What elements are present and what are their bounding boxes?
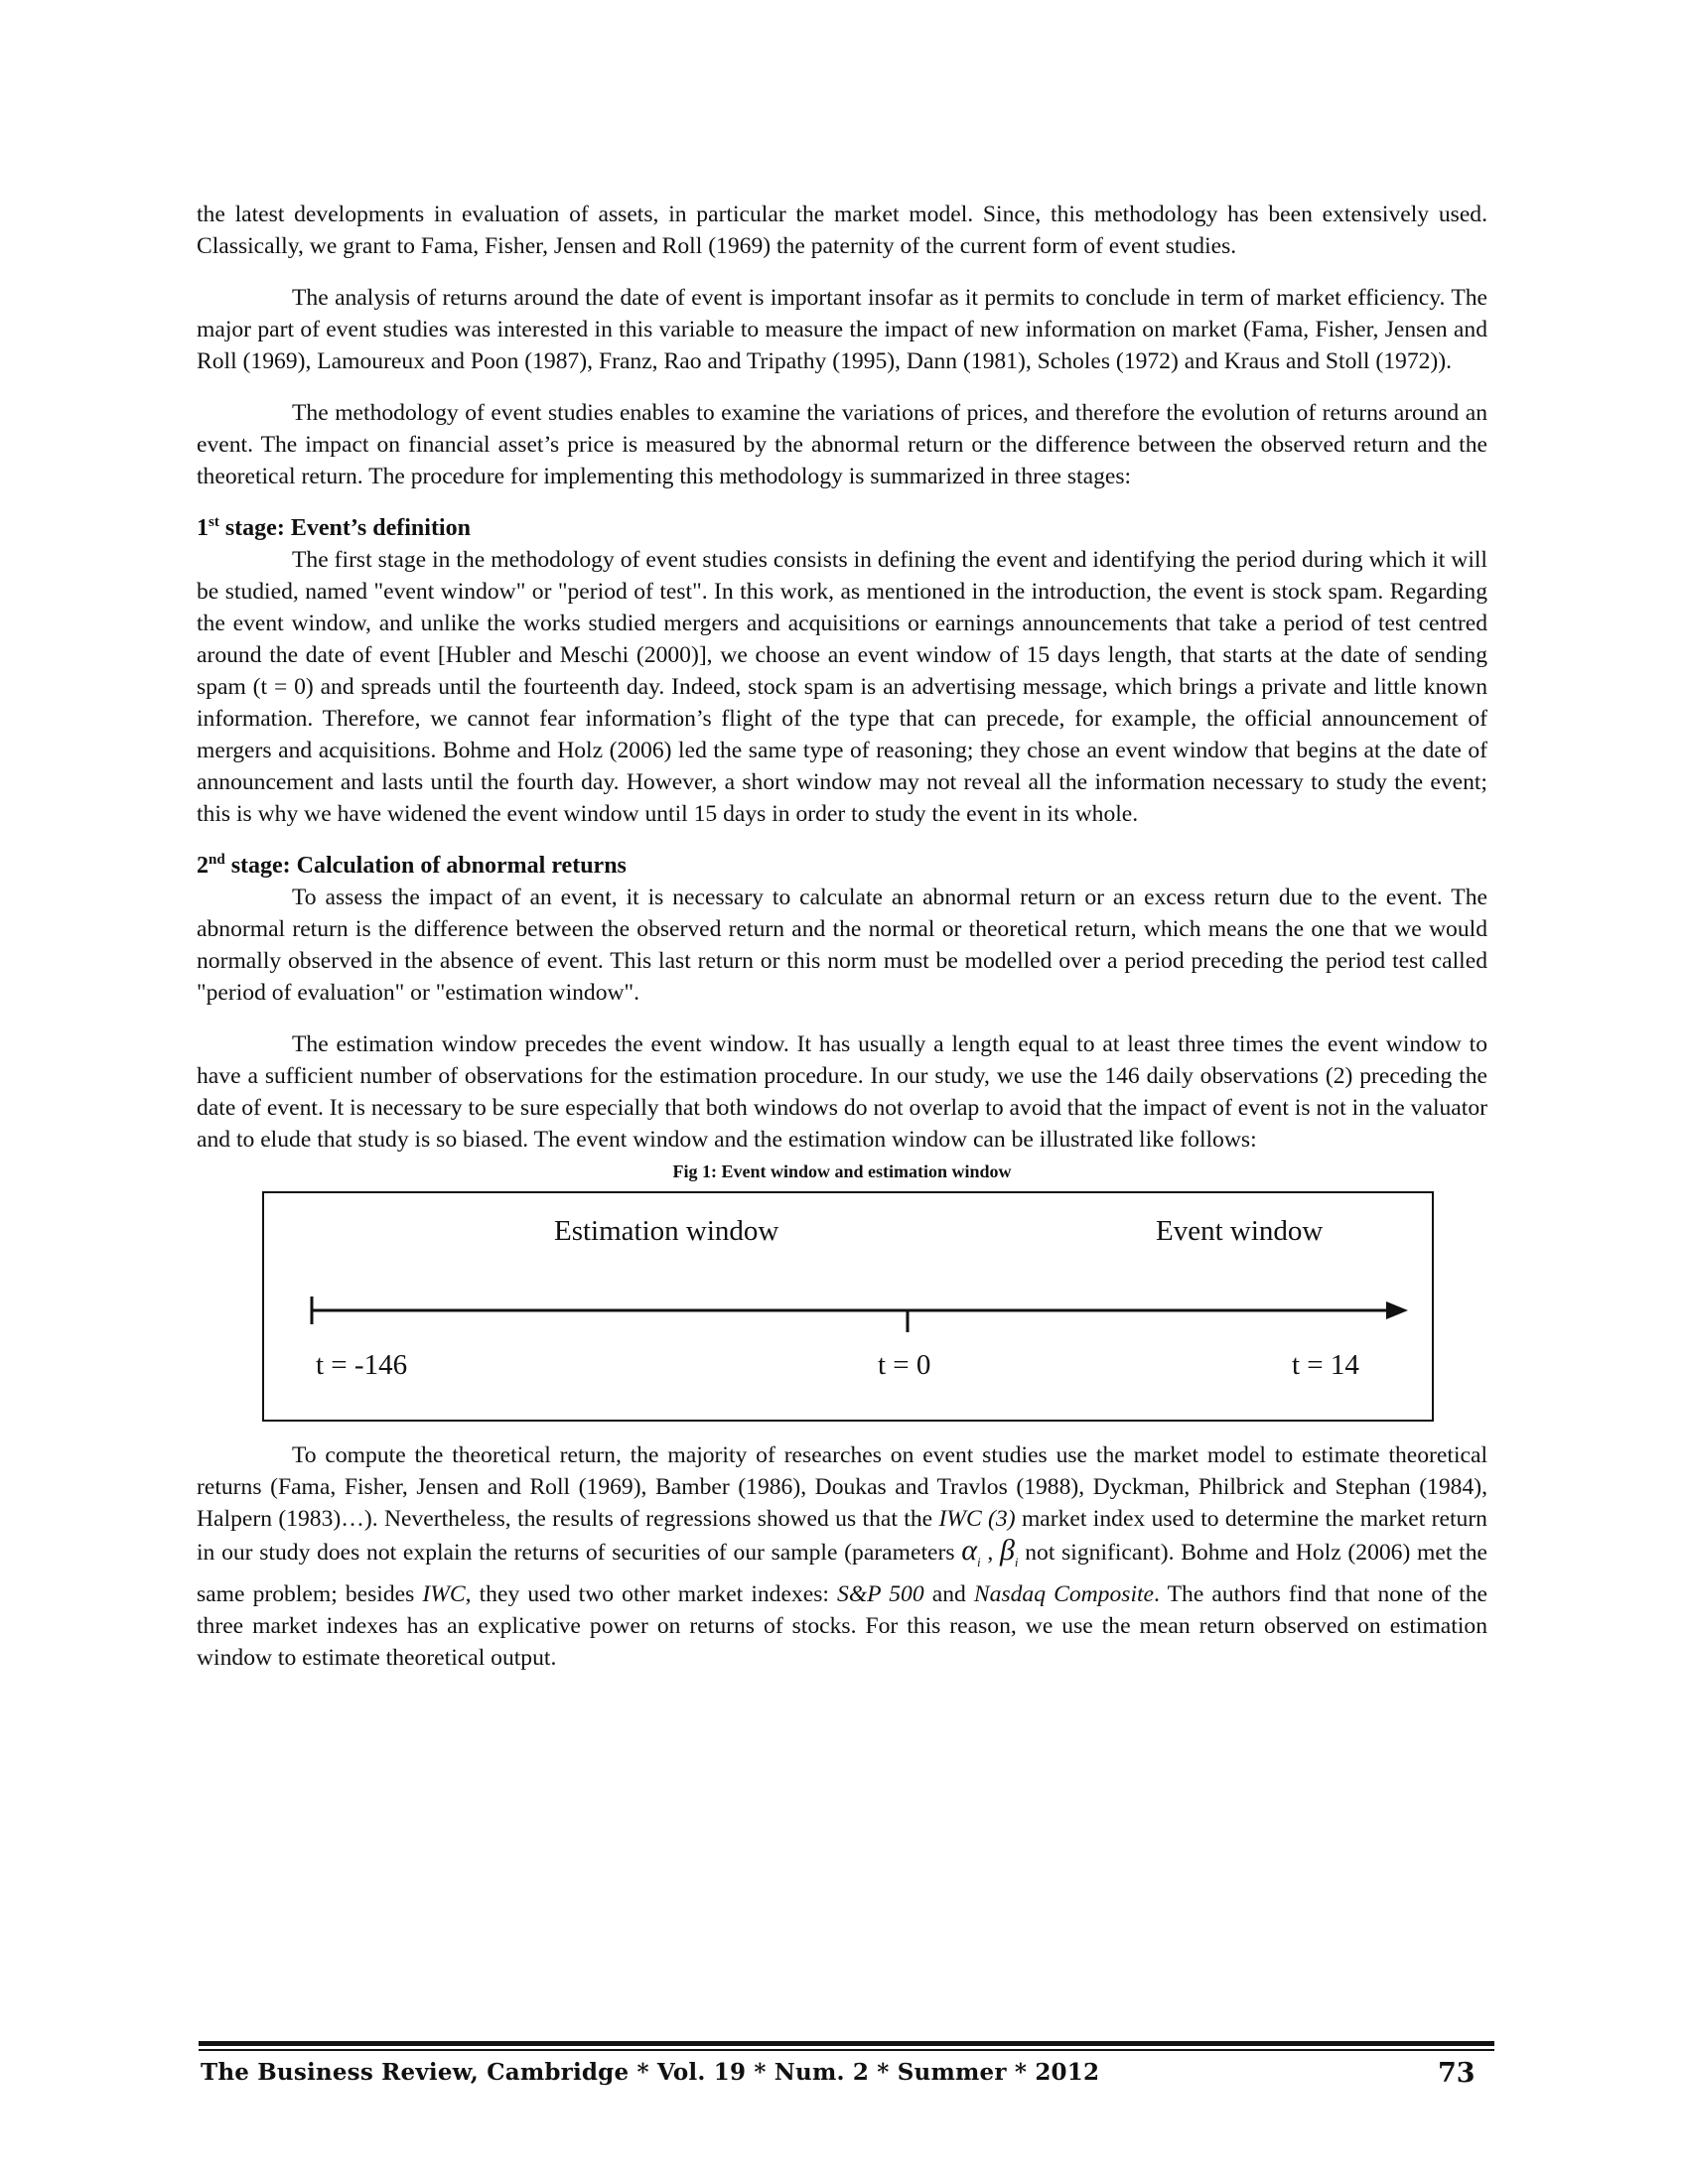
heading-number: 1 (197, 515, 209, 541)
index-name-iwc: IWC (422, 1581, 466, 1607)
heading-text: stage: Calculation of abnormal returns (224, 853, 627, 879)
tick-label-zero: t = 0 (878, 1349, 931, 1381)
paragraph: The methodology of event studies enables to examine the variations of prices, and therefore the evolution of returns around an event. The impact on financial asset’s price is measured by the abnormal return or the difference between the observed return and the theoretical return. The procedure for implementing this methodology is summarized in three stages: (197, 400, 1487, 489)
timeline-axis (264, 1193, 1436, 1424)
article-body (197, 199, 1487, 1694)
footer-rule-thick (199, 2041, 1494, 2046)
text-run: market index used to determine the market return in our study does not explain the returns of securities of our sample (parameters (197, 1506, 1487, 1566)
alpha-symbol: $\alpha_i$ (961, 1534, 981, 1570)
heading-ordinal: st (209, 514, 219, 530)
timeline-figure (262, 1191, 1434, 1422)
paragraph: The analysis of returns around the date of event is important insofar as it permits to conclude in term of market efficiency. The major part of event studies was interested in this variable to measure the impact of new information on market (Fama, Fisher, Jensen and Roll (1969), Lamoureux and Poon (1987), Franz, Rao and Tripathy (1995), Dann (1981), Scholes (1972) and Kraus and Stoll (1972)). (197, 285, 1487, 374)
heading-text: stage: Event’s definition (218, 515, 471, 541)
section-heading-stage1 (197, 512, 1487, 544)
paragraph: The estimation window precedes the event window. It has usually a length equal to at least three times the event window to have a sufficient number of observations for the estimation procedure. In our study, we use the 146 daily observations (2) preceding the date of event. It is necessary to be sure especially that both windows do not overlap to avoid that the impact of event is not in the valuator and to elude that study is so biased. The event window and the estimation window can be illustrated like follows: (197, 1031, 1487, 1153)
text-run: To compute the theoretical return, the majority of researches on event studies use the market model to estimate theoretical returns (Fama, Fisher, Jensen and Roll (1969), Bamber (1986), Doukas and Travlos (1988), Dyckman, Philbrick and Stephan (1984), Halpern (1983)…). Nevertheless, the results of regressions showed us that the (197, 1442, 1487, 1532)
text-run: and (923, 1581, 974, 1607)
text-run: . The authors find that none of the three market indexes has an explicative power on returns of stocks. For this reason, we use the mean return observed on estimation window to estimate theoretical output. (197, 1581, 1488, 1671)
tick-label-start: t = -146 (316, 1349, 408, 1381)
paragraph: The first stage in the methodology of event studies consists in defining the event and identifying the period during which it will be studied, named "event window" or "period of test". In this work, as mentioned in the introduction, the event is stock spam. Regarding the event window, and unlike the works studied mergers and acquisitions or earnings announcements that take a period of test centred around the date of event [Hubler and Meschi (2000)], we choose an event window of 15 days length, that starts at the date of sending spam (t = 0) and spreads until the fourteenth day. Indeed, stock spam is an advertising message, which brings a private and little known information. Therefore, we cannot fear information’s flight of the type that can precede, for example, the official announcement of mergers and acquisitions. Bohme and Holz (2006) led the same type of reasoning; they chose an event window that begins at the date of announcement and lasts until the fourth day. However, a short window may not reveal all the information necessary to study the event; this is why we have widened the event window until 15 days in order to study the event in its whole. (197, 547, 1487, 827)
journal-footer: The Business Review, Cambridge * Vol. 19 * Num. 2 * Summer * 2012 (201, 2059, 1100, 2086)
index-name-iwc-3: IWC (3) (938, 1506, 1016, 1532)
text-run: not significant). Bohme and Holz (2006) met the same problem; besides (197, 1540, 1487, 1607)
text-run: , they used two other market indexes: (465, 1581, 838, 1607)
paragraph (197, 1439, 1487, 1674)
timeline-arrowhead (1386, 1301, 1408, 1319)
footer-rule-thin (199, 2049, 1494, 2051)
event-window-label: Event window (1156, 1215, 1324, 1247)
index-name-sp500: S&P 500 (837, 1581, 924, 1607)
tick-label-end: t = 14 (1292, 1349, 1359, 1381)
beta-symbol: $\beta_i$ (999, 1534, 1019, 1570)
paragraph: To assess the impact of an event, it is necessary to calculate an abnormal return or an excess return due to the event. The abnormal return is the difference between the observed return and the normal or theoretical return, which means the one that we would normally observed in the absence of event. This last return or this norm must be modelled over a period preceding the period test called "period of evaluation" or "estimation window". (197, 885, 1487, 1006)
section-heading-stage2 (197, 850, 1487, 882)
text-run: , (980, 1540, 1000, 1566)
paragraph: the latest developments in evaluation of assets, in particular the market model. Since, this methodology has been extensively used. Classically, we grant to Fama, Fisher, Jensen and Roll (1969) the paternity of the current form of event studies. (197, 202, 1487, 259)
estimation-window-label: Estimation window (554, 1215, 779, 1247)
figure-caption: Fig 1: Event window and estimation window (672, 1161, 1012, 1181)
heading-number: 2 (197, 853, 209, 879)
index-name-nasdaq: Nasdaq Composite (973, 1581, 1155, 1607)
page-number: 73 (1438, 2058, 1476, 2089)
heading-ordinal: nd (209, 852, 225, 868)
